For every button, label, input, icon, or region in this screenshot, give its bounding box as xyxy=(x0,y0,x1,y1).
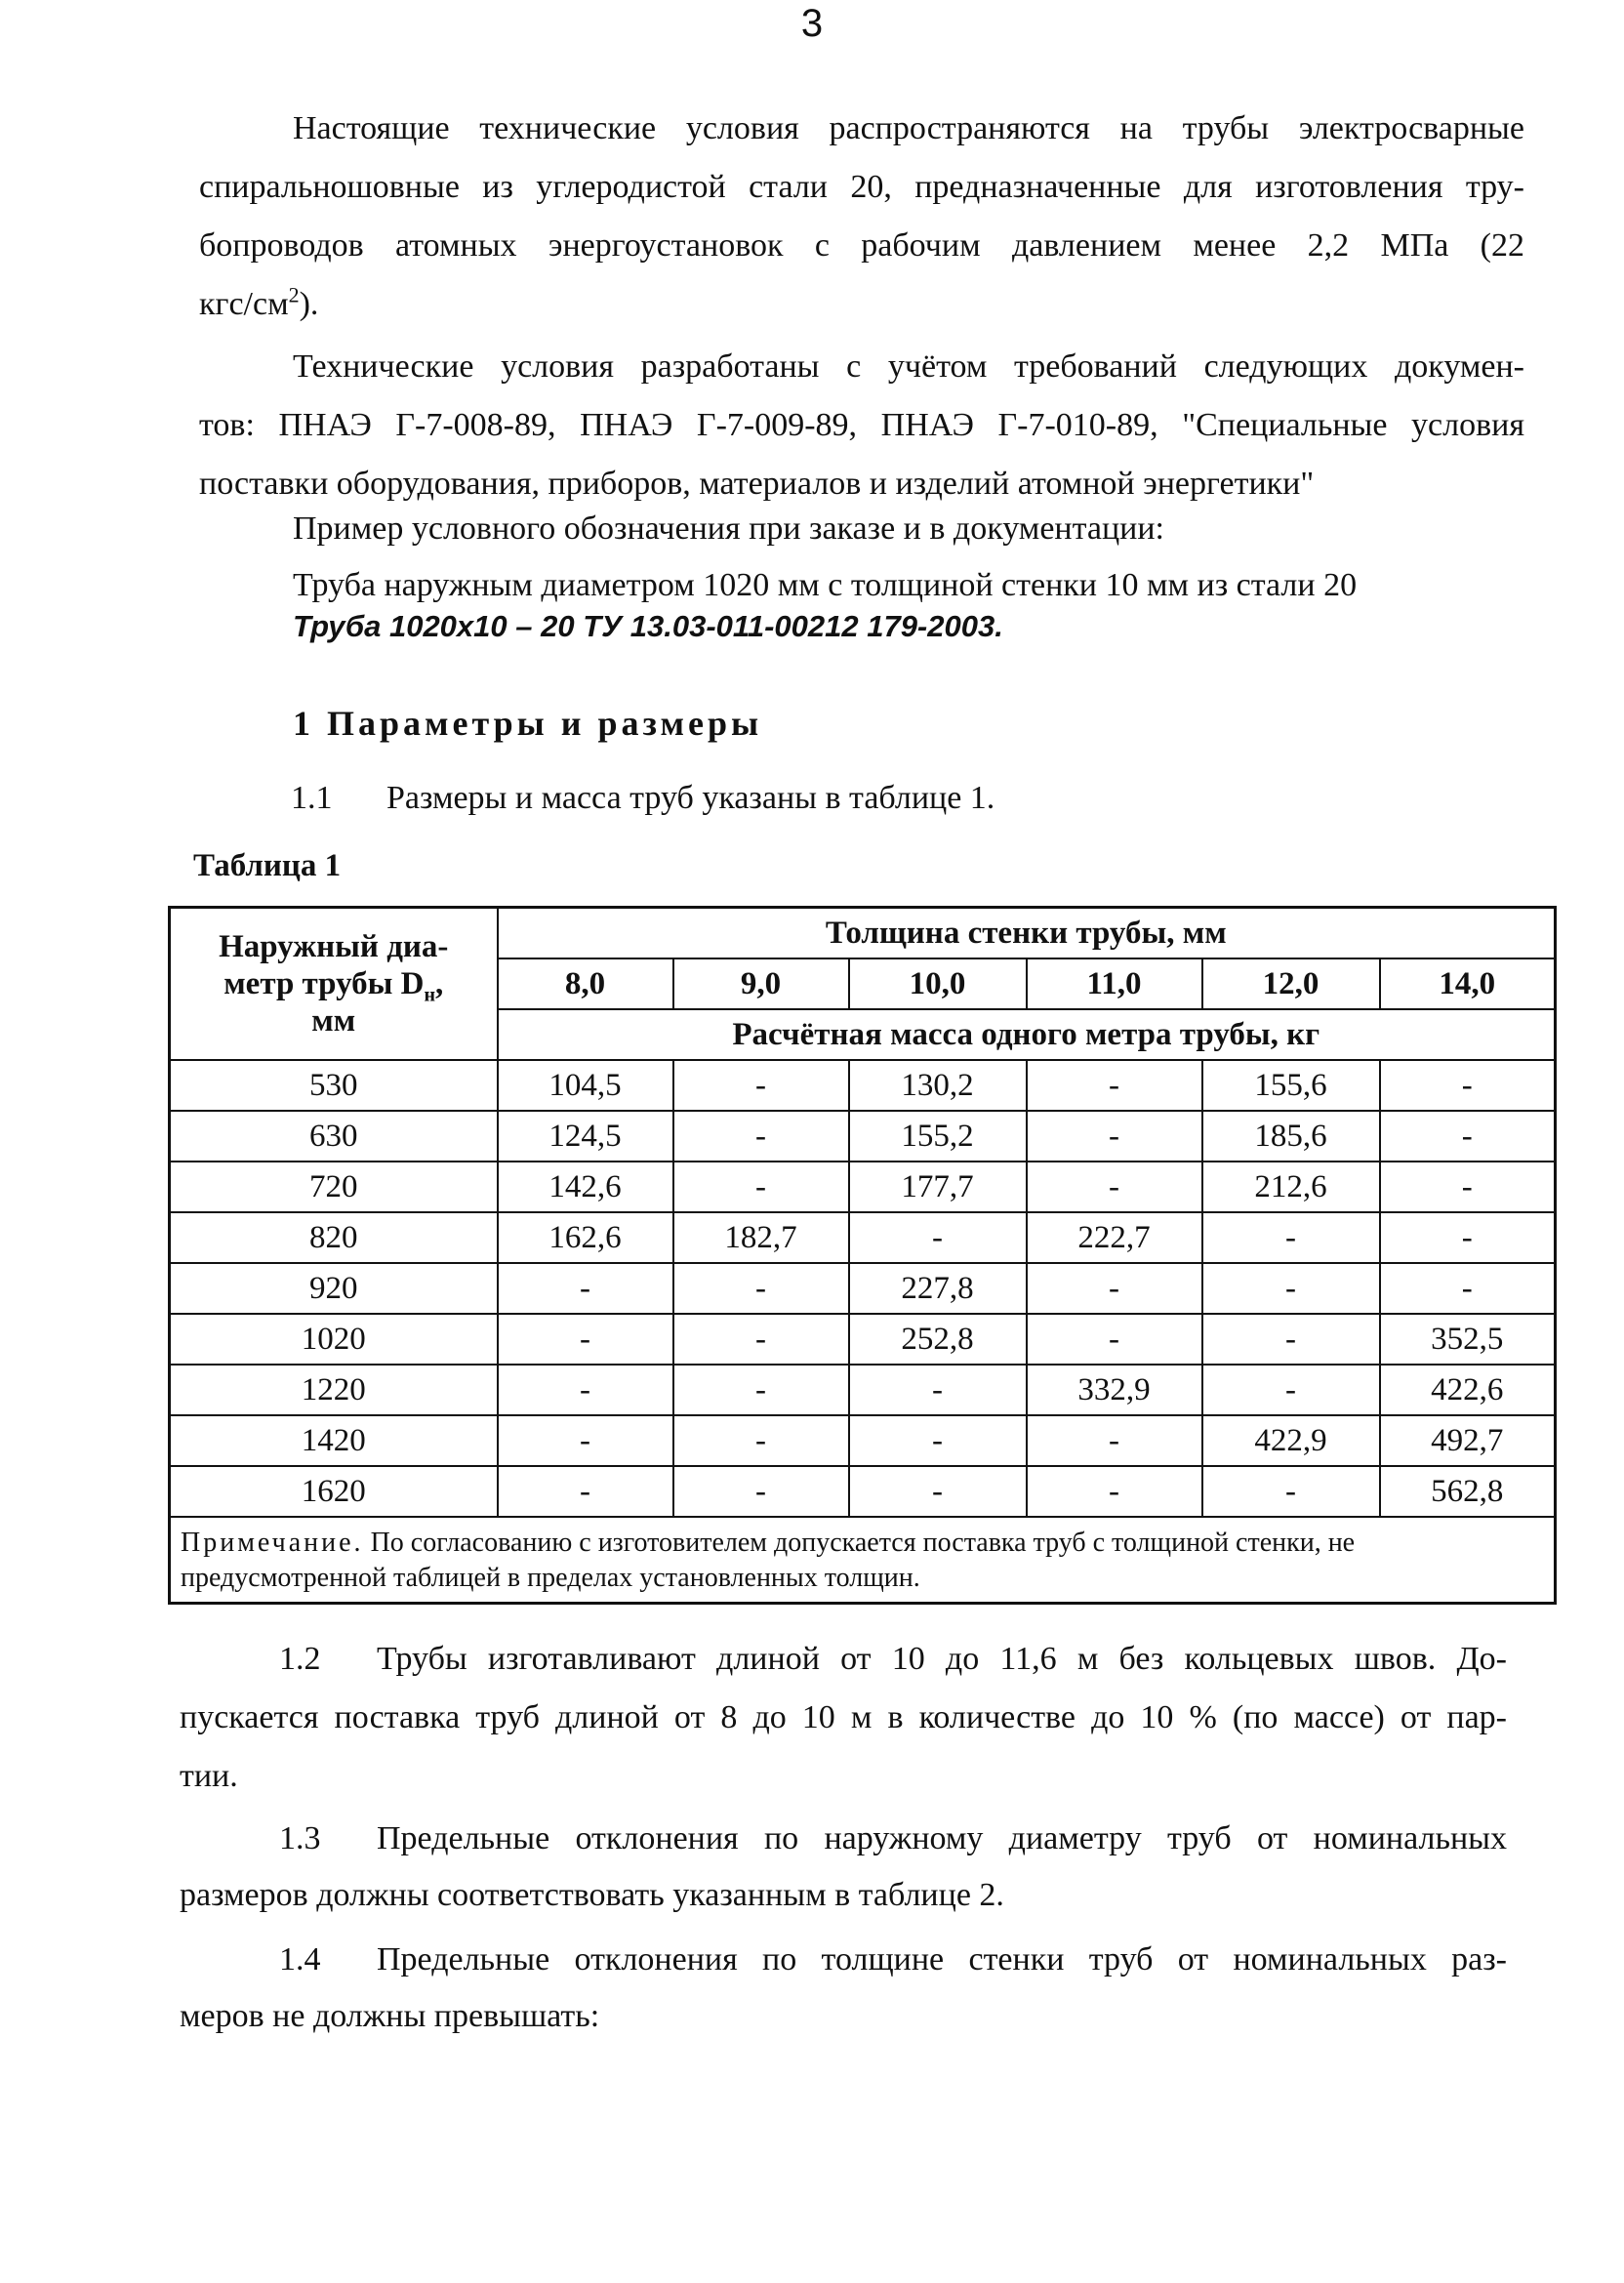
cell-mass: - xyxy=(673,1263,849,1314)
cell-diameter: 820 xyxy=(170,1212,498,1263)
dimensions-table xyxy=(168,906,1557,1605)
cell-mass: - xyxy=(849,1365,1027,1415)
cell-mass: - xyxy=(1202,1466,1380,1517)
cell-mass: - xyxy=(1380,1060,1556,1111)
cell-mass: - xyxy=(1202,1314,1380,1365)
cell-diameter: 1620 xyxy=(170,1466,498,1517)
cell-mass: - xyxy=(849,1466,1027,1517)
cell-mass: 104,5 xyxy=(498,1060,673,1111)
header-thickness: Толщина стенки трубы, мм xyxy=(498,908,1556,959)
cell-mass: 155,6 xyxy=(1202,1060,1380,1111)
table-note: Примечание. По согласованию с изготовителем допускается поставка труб с толщиной стенки, не предусмотренной таблицей в пределах установленных толщин. xyxy=(170,1517,1556,1604)
table-title: Таблица 1 xyxy=(193,848,342,883)
item-1-2-line1: Трубы изготавливают длиной от 10 до 11,6 м без кольцевых швов. До- xyxy=(377,1641,1507,1677)
item-1-2-line2: пускается поставка труб длиной от 8 до 10 м в количестве до 10 % (по массе) от пар- xyxy=(180,1699,1507,1735)
intro-p2-line3: поставки оборудования, приборов, материалов и изделий атомной энергетики" xyxy=(199,466,1315,502)
item-1-2-number: 1.2 xyxy=(279,1641,321,1677)
cell-mass: - xyxy=(498,1365,673,1415)
cell-mass: 332,9 xyxy=(1027,1365,1202,1415)
cell-mass: 185,6 xyxy=(1202,1111,1380,1162)
cell-mass: 182,7 xyxy=(673,1212,849,1263)
item-1-4-line1: Предельные отклонения по толщине стенки труб от номинальных раз- xyxy=(377,1941,1507,1977)
cell-mass: - xyxy=(1202,1365,1380,1415)
cell-mass: - xyxy=(1380,1162,1556,1212)
table-row xyxy=(170,1415,1556,1466)
table-row xyxy=(170,1314,1556,1365)
cell-mass: 142,6 xyxy=(498,1162,673,1212)
header-diameter: Наружный диа- метр трубы $D_н$, мм xyxy=(170,908,498,1061)
cell-mass: 422,9 xyxy=(1202,1415,1380,1466)
cell-mass: - xyxy=(498,1263,673,1314)
intro-p1-line4: кгс/$см^2$). xyxy=(199,282,319,322)
thickness-8: 8,0 xyxy=(498,958,673,1009)
cell-diameter: 630 xyxy=(170,1111,498,1162)
cell-mass: 227,8 xyxy=(849,1263,1027,1314)
table-row xyxy=(170,1212,1556,1263)
intro-p1-line3: бопроводов атомных энергоустановок с рабочим давлением менее 2,2 МПа (22 xyxy=(199,227,1524,264)
cell-mass: - xyxy=(673,1060,849,1111)
cell-mass: 177,7 xyxy=(849,1162,1027,1212)
cell-mass: - xyxy=(673,1415,849,1466)
item-1-1-text: Размеры и масса труб указаны в таблице 1. xyxy=(386,780,995,816)
cell-mass: - xyxy=(498,1314,673,1365)
item-1-2-line3: тии. xyxy=(180,1758,238,1794)
table-row xyxy=(170,1365,1556,1415)
intro-p3: Пример условного обозначения при заказе и в документации: xyxy=(293,510,1164,547)
cell-mass: - xyxy=(1027,1111,1202,1162)
intro-p4: Труба наружным диаметром 1020 мм с толщиной стенки 10 мм из стали 20 xyxy=(293,567,1358,603)
cell-diameter: 1220 xyxy=(170,1365,498,1415)
cell-mass: 252,8 xyxy=(849,1314,1027,1365)
intro-p2-line2: тов: ПНАЭ Г-7-008-89, ПНАЭ Г-7-009-89, ПНАЭ Г-7-010-89, "Специальные условия xyxy=(199,407,1524,443)
section-heading: 1 Параметры и размеры xyxy=(293,704,763,743)
cell-mass: 352,5 xyxy=(1380,1314,1556,1365)
table-row xyxy=(170,1162,1556,1212)
table-row xyxy=(170,1111,1556,1162)
cell-mass: 212,6 xyxy=(1202,1162,1380,1212)
cell-mass: - xyxy=(1380,1111,1556,1162)
cell-mass: - xyxy=(498,1466,673,1517)
cell-mass: - xyxy=(673,1314,849,1365)
cell-mass: - xyxy=(498,1415,673,1466)
thickness-12: 12,0 xyxy=(1202,958,1380,1009)
cell-mass: - xyxy=(1380,1263,1556,1314)
cell-mass: - xyxy=(1202,1212,1380,1263)
cell-mass: - xyxy=(849,1212,1027,1263)
cell-mass: - xyxy=(1027,1263,1202,1314)
cell-mass: 162,6 xyxy=(498,1212,673,1263)
cell-mass: 562,8 xyxy=(1380,1466,1556,1517)
cell-mass: - xyxy=(849,1415,1027,1466)
item-1-3-line2: размеров должны соответствовать указанным в таблице 2. xyxy=(180,1877,1004,1913)
thickness-14: 14,0 xyxy=(1380,958,1556,1009)
cell-mass: - xyxy=(1027,1162,1202,1212)
cell-mass: - xyxy=(673,1365,849,1415)
page-number: 3 xyxy=(800,2,824,45)
intro-p1-line2: спиральношовные из углеродистой стали 20, предназначенные для изготовления тру- xyxy=(199,169,1524,205)
designation-example: Труба 1020х10 – 20 ТУ 13.03-011-00212 179-2003. xyxy=(293,609,1003,643)
item-1-4-line2: меров не должны превышать: xyxy=(180,1998,600,2034)
cell-diameter: 1020 xyxy=(170,1314,498,1365)
cell-mass: - xyxy=(673,1466,849,1517)
item-1-4-number: 1.4 xyxy=(279,1941,321,1977)
cell-mass: - xyxy=(1027,1415,1202,1466)
cell-mass: - xyxy=(1027,1314,1202,1365)
table-row xyxy=(170,1263,1556,1314)
cell-diameter: 920 xyxy=(170,1263,498,1314)
thickness-11: 11,0 xyxy=(1027,958,1202,1009)
item-1-1-number: 1.1 xyxy=(291,780,333,816)
header-mass: Расчётная масса одного метра трубы, кг xyxy=(498,1009,1556,1060)
table-row xyxy=(170,1466,1556,1517)
intro-p2-line1: Технические условия разработаны с учётом требований следующих докумен- xyxy=(293,348,1524,385)
cell-mass: 130,2 xyxy=(849,1060,1027,1111)
intro-p1-line1: Настоящие технические условия распространяются на трубы электросварные xyxy=(293,110,1524,146)
thickness-9: 9,0 xyxy=(673,958,849,1009)
cell-mass: - xyxy=(1202,1263,1380,1314)
cell-diameter: 720 xyxy=(170,1162,498,1212)
item-1-3-line1: Предельные отклонения по наружному диаметру труб от номинальных xyxy=(377,1820,1507,1856)
cell-mass: 155,2 xyxy=(849,1111,1027,1162)
cell-mass: - xyxy=(1027,1060,1202,1111)
cell-mass: - xyxy=(673,1111,849,1162)
cell-diameter: 1420 xyxy=(170,1415,498,1466)
cell-mass: 422,6 xyxy=(1380,1365,1556,1415)
cell-mass: - xyxy=(1380,1212,1556,1263)
cell-mass: 222,7 xyxy=(1027,1212,1202,1263)
cell-mass: - xyxy=(673,1162,849,1212)
cell-mass: 124,5 xyxy=(498,1111,673,1162)
table-row xyxy=(170,1060,1556,1111)
cell-mass: 492,7 xyxy=(1380,1415,1556,1466)
item-1-3-number: 1.3 xyxy=(279,1820,321,1856)
thickness-10: 10,0 xyxy=(849,958,1027,1009)
cell-diameter: 530 xyxy=(170,1060,498,1111)
cell-mass: - xyxy=(1027,1466,1202,1517)
